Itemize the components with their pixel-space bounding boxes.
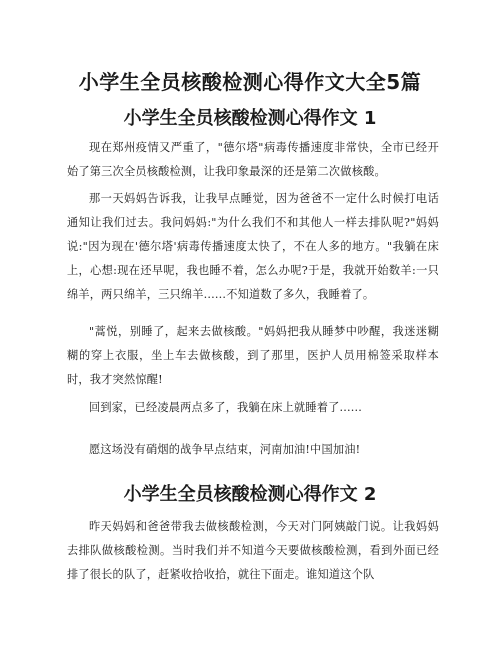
paragraph: 现在郑州疫情又严重了，"德尔塔"病毒传播速度非常快，全市已经开始了第三次全员核酸检测，让我印象最深的还是第二次做核酸。 [67,141,439,178]
section-heading-1: 小学生全员核酸检测心得作文 1 [123,108,377,129]
paragraph: 愿这场没有硝烟的战争早点结束，河南加油!中国加油! [89,443,361,456]
section-heading-2: 小学生全员核酸检测心得作文 2 [123,484,377,505]
document-title: 小学生全员核酸检测心得作文大全5篇 [78,70,422,94]
paragraph: 那一天妈妈告诉我，让我早点睡觉，因为爸爸不一定什么时候打电话通知让我们过去。我问妈妈:"为什么我们不和其他人一样去排队呢?"妈妈说:"因为现在'德尔塔'病毒传播速度太快了，不在人多的地方。"我躺在床上，心想:现在还早呢，我也睡不着，怎么办呢?于是，我就开始数羊:一只绵羊，两只绵羊，三只绵羊......不知道数了多久，我睡着了。 [67,192,439,301]
paragraph: 回到家，已经凌晨两点多了，我躺在床上就睡着了...... [89,401,363,414]
paragraph: 昨天妈妈和爸爸带我去做核酸检测，今天对门阿姨敲门说。让我妈妈去排队做核酸检测。当时我们并不知道今天要做核酸检测，看到外面已经排了很长的队了，赶紧收拾收拾，就往下面走。谁知道这个队 [67,520,439,581]
paragraph: "蒿悦，别睡了，起来去做核酸。"妈妈把我从睡梦中吵醒，我迷迷糊糊的穿上衣服，坐上车去做核酸，到了那里，医护人员用棉签采取样本时，我才突然惊醒! [67,325,439,386]
